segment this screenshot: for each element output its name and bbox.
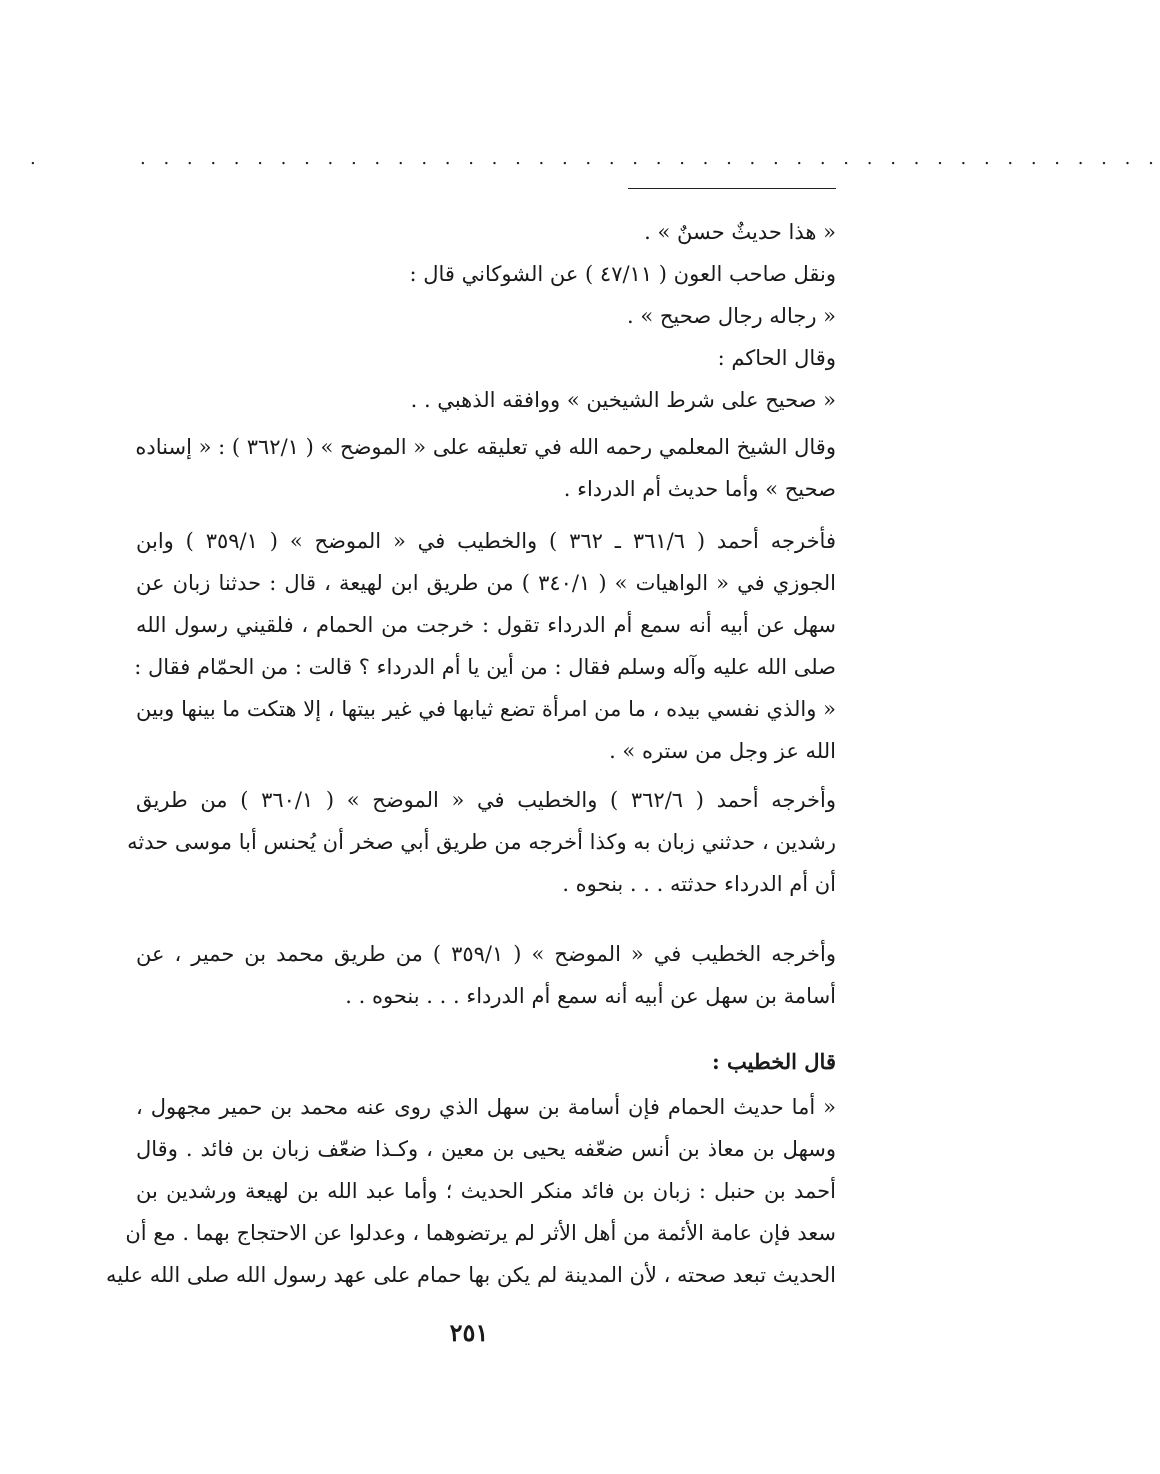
text-line: « صحيح على شرط الشيخين » ووافقه الذهبي . . <box>410 388 836 412</box>
stray-mark: . <box>30 148 36 169</box>
text-line: ونقل صاحب العون ( ٤٧/١١ ) عن الشوكاني قال : <box>409 262 836 286</box>
dotted-separator: . . . . . . . . . . . . . . . . . . . . . . . . . . . . . . . . . . . . . . . . . . . . <box>140 148 1160 169</box>
text-line: وسهل بن معاذ بن أنس ضعّفه يحيى بن معين ، وكـذا ضعّف زبان بن فائد . وقال <box>136 1137 836 1161</box>
text-line: « والذي نفسي بيده ، ما من امرأة تضع ثيابها في غير بيتها ، إلا هتكت ما بينها وبين <box>136 697 836 721</box>
text-line: صلى الله عليه وآله وسلم فقال : من أين يا أم الدرداء ؟ قالت : من الحمّام فقال : <box>134 655 836 679</box>
text-line: « هذا حديثٌ حسنٌ » . <box>644 220 836 244</box>
text-line: رشدين ، حدثني زبان به وكذا أخرجه من طريق أبي صخر أن يُحنس أبا موسى حدثه <box>127 830 836 854</box>
text-line: سعد فإن عامة الأئمة من أهل الأثر لم يرتضوهما ، وعدلوا عن الاحتجاج بهما . مع أن <box>125 1221 836 1245</box>
text-line: وقال الشيخ المعلمي رحمه الله في تعليقه على « الموضح » ( ٣٦٢/١ ) : « إسناده <box>135 435 836 459</box>
text-line: « أما حديث الحمام فإن أسامة بن سهل الذي روى عنه محمد بن حمير مجهول ، <box>136 1095 836 1119</box>
text-line: وأخرجه أحمد ( ٣٦٢/٦ ) والخطيب في « الموضح » ( ٣٦٠/١ ) من طريق <box>136 788 837 812</box>
text-line: أسامة بن سهل عن أبيه أنه سمع أم الدرداء . . . بنحوه . . <box>345 984 836 1008</box>
footnote-rule <box>628 188 836 189</box>
text-line: وأخرجه الخطيب في « الموضح » ( ٣٥٩/١ ) من طريق محمد بن حمير ، عن <box>136 942 836 966</box>
text-line: صحيح » وأما حديث أم الدرداء . <box>563 477 836 501</box>
text-line: الحديث تبعد صحته ، لأن المدينة لم يكن بها حمام على عهد رسول الله صلى الله عليه <box>106 1263 836 1287</box>
text-line: فأخرجه أحمد ( ٣٦١/٦ ـ ٣٦٢ ) والخطيب في « الموضح » ( ٣٥٩/١ ) وابن <box>136 529 836 553</box>
text-line: الله عز وجل من ستره » . <box>609 739 836 763</box>
text-line: أحمد بن حنبل : زبان بن فائد منكر الحديث ؛ وأما عبد الله بن لهيعة ورشدين بن <box>136 1179 836 1203</box>
text-line: وقال الحاكم : <box>717 346 836 370</box>
text-line: « رجاله رجال صحيح » . <box>627 304 836 328</box>
text-line: أن أم الدرداء حدثته . . . بنحوه . <box>562 872 836 896</box>
text-line: الجوزي في « الواهيات » ( ٣٤٠/١ ) من طريق ابن لهيعة ، قال : حدثنا زبان عن <box>136 571 836 595</box>
text-line: سهل عن أبيه أنه سمع أم الدرداء تقول : خرجت من الحمام ، فلقيني رسول الله <box>136 613 836 637</box>
page-number: ٢٥١ <box>449 1318 489 1347</box>
section-heading: قال الخطيب : <box>711 1049 836 1074</box>
